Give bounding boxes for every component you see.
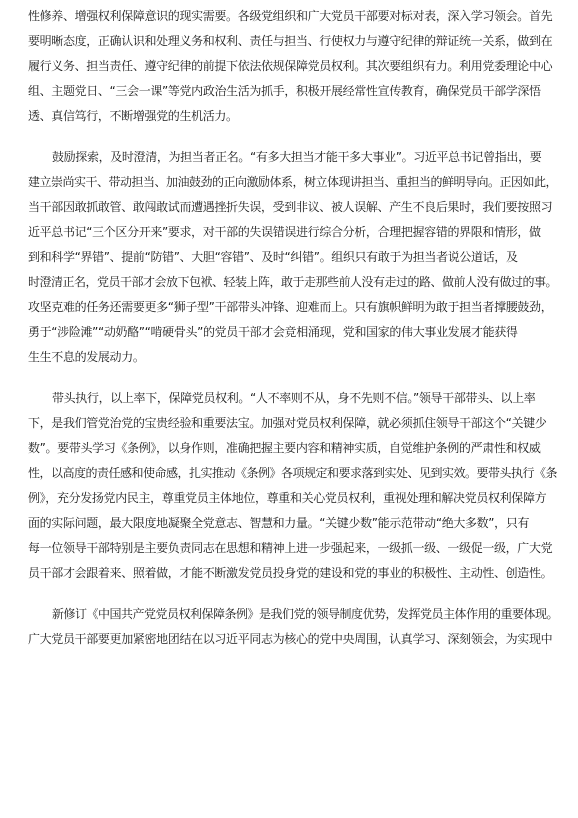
text-line: 带头执行，以上率下，保障党员权利。“人不率则不从，身不先则不信。”领导干部带头、以上率 bbox=[52, 391, 536, 405]
text-line: 生生不息的发展动力。 bbox=[28, 350, 145, 364]
text-line: 鼓励探索，及时澄清，为担当者正名。“有多大担当才能干多大事业”。习近平总书记曾指出，要 bbox=[52, 150, 542, 164]
text-line: 员干部才会跟着来、照着做，才能不断激发党员投身党的建设和党的事业的积极性、主动性、创造性。 bbox=[28, 566, 553, 580]
text-line: 到和科学“界错”、提前“防错”、大胆“容错”、及时“纠错”。组织只有敢于为担当者说公道话，及 bbox=[28, 250, 518, 264]
text-line: 当干部因敢抓敢管、敢闯敢试而遭遇挫折失误，受到非议、被人误解、产生不良后果时，我们要按照习 bbox=[28, 200, 553, 214]
text-line: 建立崇尚实干、带动担当、加油鼓劲的正向激励体系，树立体现讲担当、重担当的鲜明导向。正因如此， bbox=[28, 175, 558, 189]
text-line: 勇于“涉险滩”“动奶酪”“啃硬骨头”的党员干部才会竞相涌现，党和国家的伟大事业发展才能获得 bbox=[28, 325, 518, 339]
text-line: 每一位领导干部特别是主要负责同志在思想和精神上进一步强起来，一级抓一级、一级促一级，广大党 bbox=[28, 541, 553, 555]
text-line: 要明晰态度，正确认识和处理义务和权利、责任与担当、行使权力与遵守纪律的辩证统一关系，做到在 bbox=[28, 34, 553, 48]
paragraph-encourage-exploration bbox=[28, 145, 558, 370]
text-line: 履行义务、担当责任、遵守纪律的前提下依法依规保障党员权利。其次要组织有力。利用党委理论中心 bbox=[28, 59, 553, 73]
paragraph-rights-awareness bbox=[28, 4, 558, 129]
text-line: 例》，充分发扬党内民主，尊重党员主体地位，尊重和关心党员权利，重视处理和解决党员权利保障方 bbox=[28, 491, 547, 505]
paragraph-new-regulation bbox=[28, 602, 558, 652]
text-line: 攻坚克难的任务还需要更多“狮子型”干部带头冲锋、迎难而上。只有旗帜鲜明为敢于担当者撑腰鼓劲， bbox=[28, 300, 553, 314]
text-line: 组、主题党日、“三会一课”等党内政治生活为抓手，积极开展经常性宣传教育，确保党员干部学深悟 bbox=[28, 84, 541, 98]
text-line: 面的实际问题，最大限度地凝聚全党意志、智慧和力量。“关键少数”能示范带动“绝大多数”，只有 bbox=[28, 516, 530, 530]
text-line: 性，以高度的责任感和使命感，扎实推动《条例》各项规定和要求落到实处、见到实效。要带头执行《条 bbox=[28, 466, 558, 480]
text-line: 性修养、增强权利保障意识的现实需要。各级党组织和广大党员干部要对标对表，深入学习领会。首先 bbox=[28, 9, 553, 23]
text-line: 广大党员干部要更加紧密地团结在以习近平同志为核心的党中央周围，认真学习、深刻领会，为实现中 bbox=[28, 632, 553, 646]
text-line: 数”。要带头学习《条例》，以身作则，准确把握主要内容和精神实质，自觉维护条例的严肃性和权威 bbox=[28, 441, 541, 455]
text-line: 近平总书记“三个区分开来”要求，对干部的失误错误进行综合分析，合理把握容错的界限和情形，做 bbox=[28, 225, 541, 239]
text-line: 下，是我们管党治党的宝贵经验和重要法宝。加强对党员权利保障，就必须抓住领导干部这个“关键少 bbox=[28, 416, 547, 430]
text-line: 透、真信笃行，不断增强党的生机活力。 bbox=[28, 109, 238, 123]
paragraph-lead-by-example bbox=[28, 386, 558, 586]
text-line: 时澄清正名，党员干部才会放下包袱、轻装上阵，敢于走那些前人没有走过的路、做前人没有做过的事。 bbox=[28, 275, 558, 289]
text-line: 新修订《中国共产党党员权利保障条例》是我们党的领导制度优势，发挥党员主体作用的重要体现。 bbox=[52, 607, 558, 621]
